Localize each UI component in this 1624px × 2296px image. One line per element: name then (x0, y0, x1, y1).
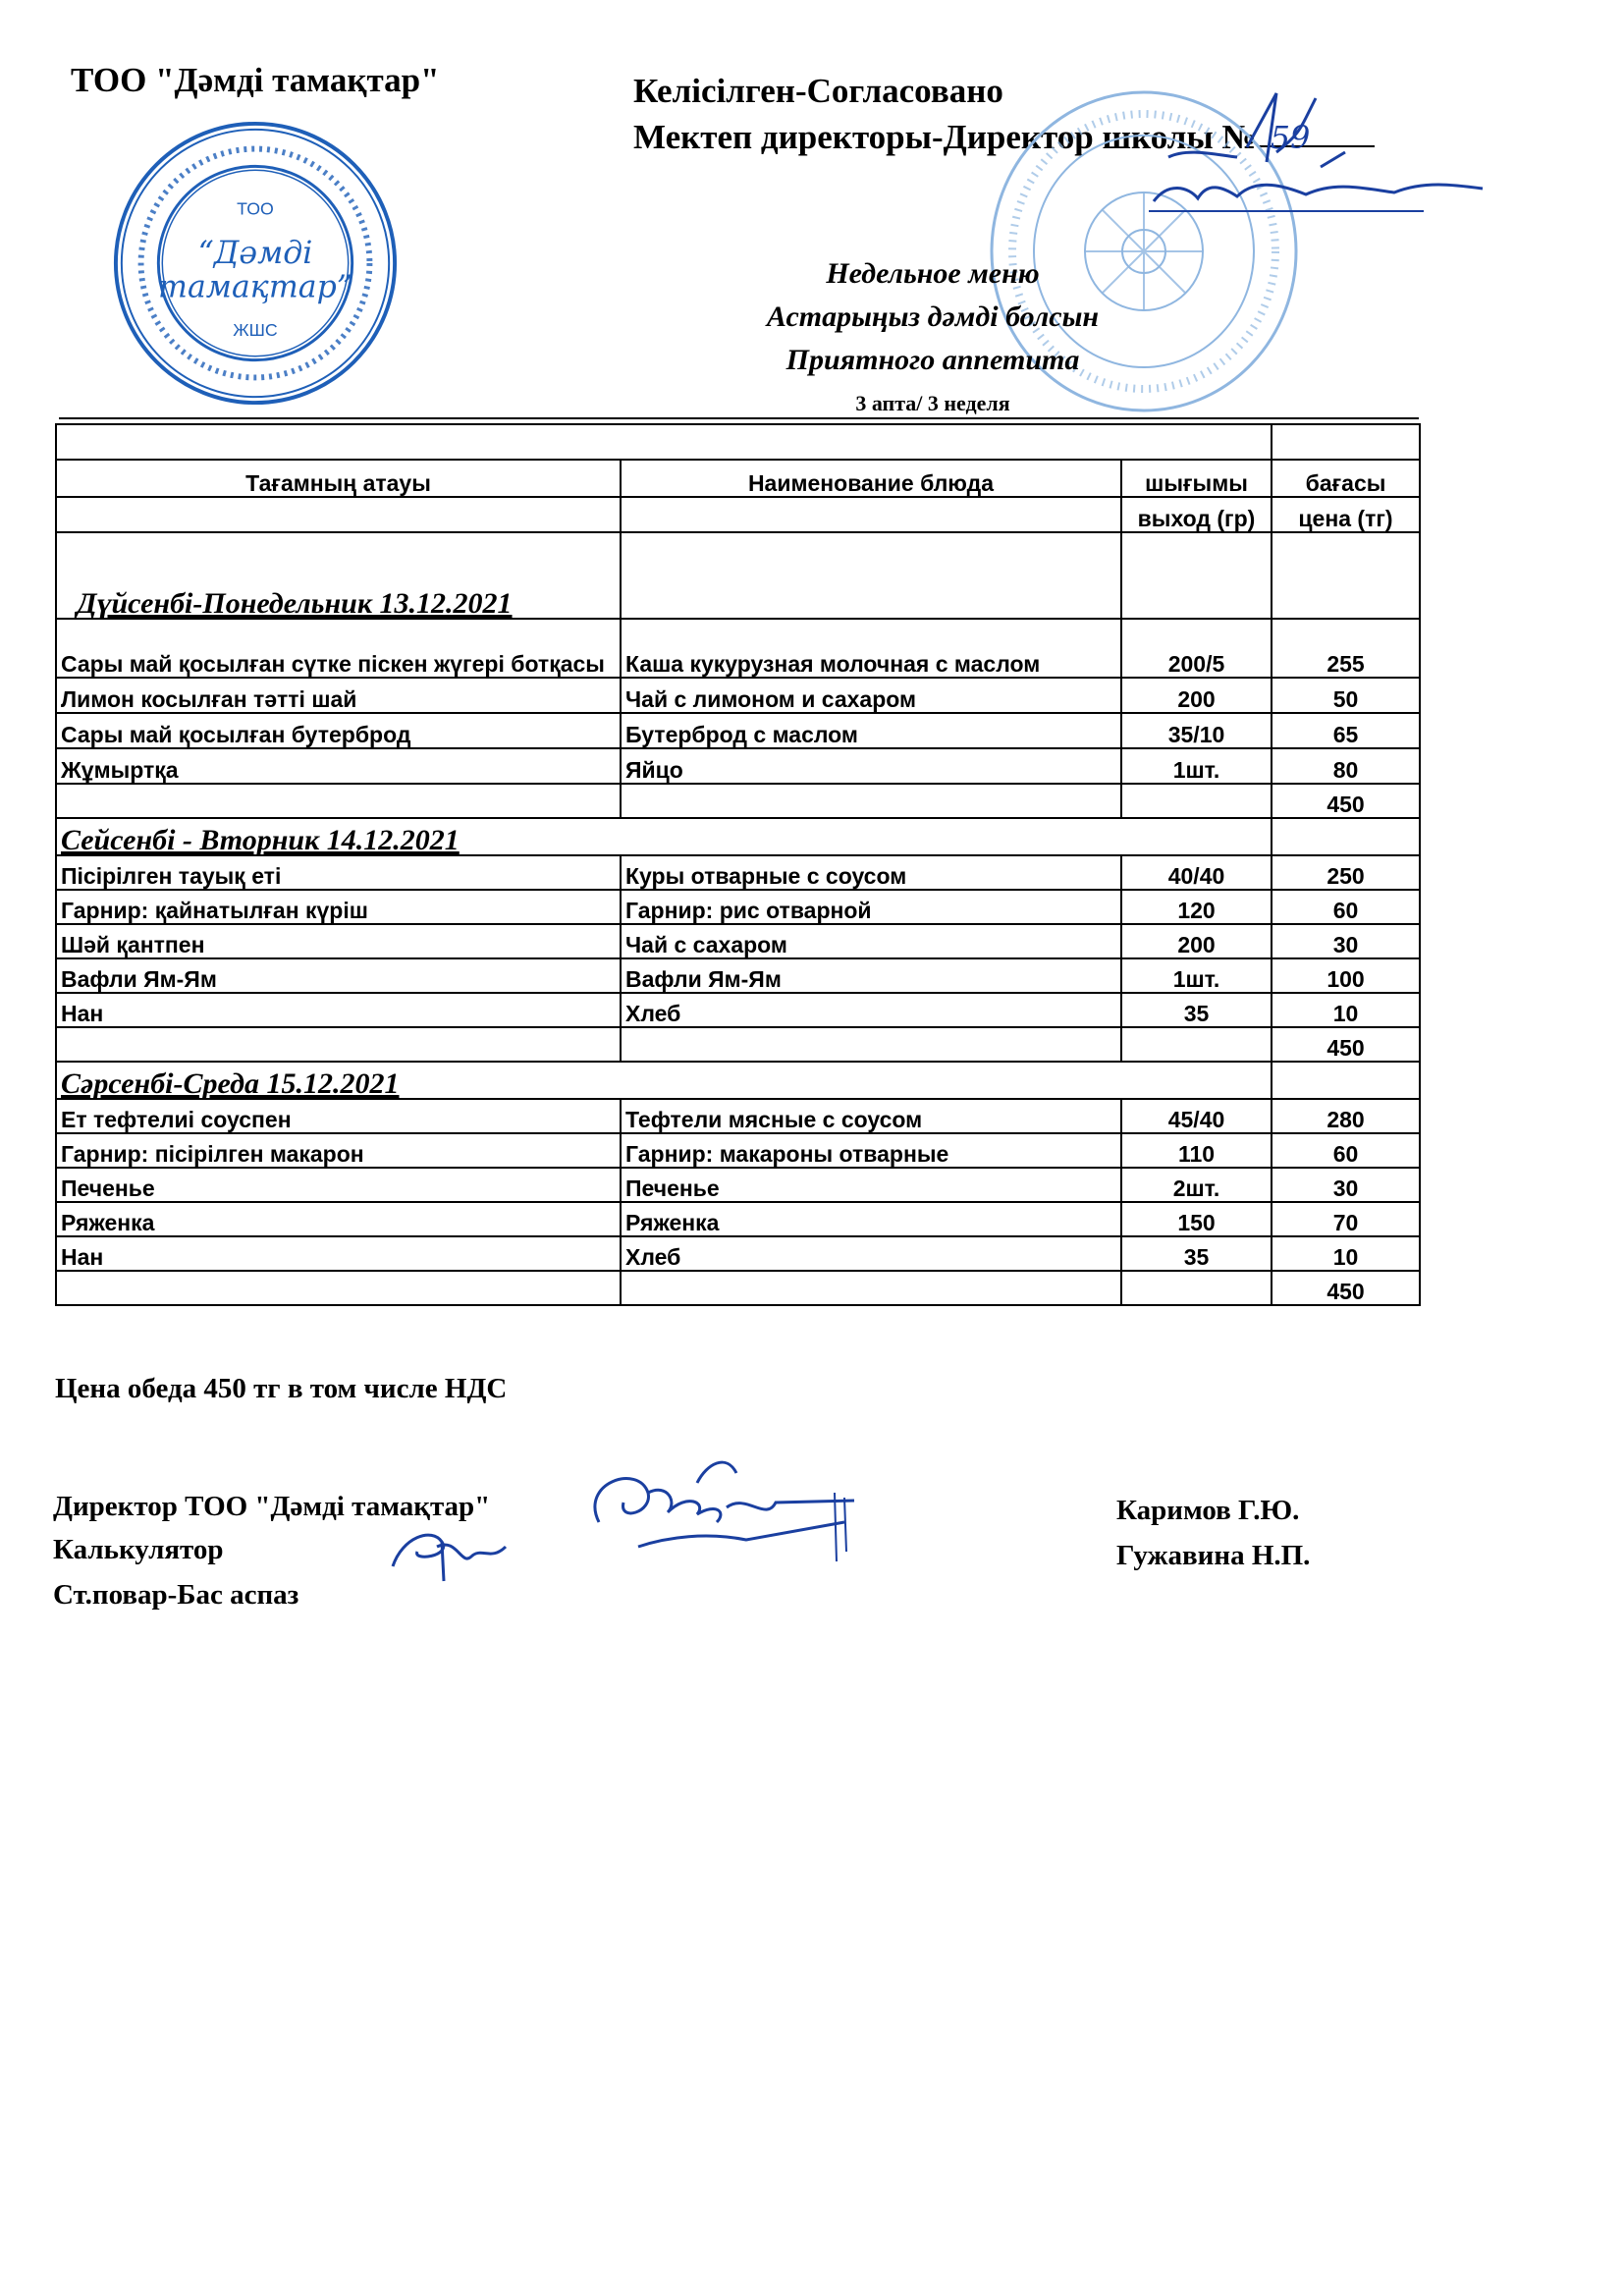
dish-name-ru: Тефтели мясные с соусом (621, 1099, 1121, 1133)
day-title: Сейсенбі - Вторник 14.12.2021 (61, 824, 460, 856)
dish-name-kz: Жұмыртқа (56, 748, 621, 784)
day-total: 450 (1272, 1027, 1420, 1062)
dish-yield: 35/10 (1121, 713, 1272, 748)
day-title-row (56, 1062, 1420, 1099)
table-row (56, 855, 1420, 890)
dish-name-ru: Хлеб (621, 993, 1121, 1027)
day-total: 450 (1272, 1271, 1420, 1305)
dish-yield: 110 (1121, 1133, 1272, 1168)
dish-price: 50 (1272, 678, 1420, 713)
dish-price: 65 (1272, 713, 1420, 748)
dish-price: 30 (1272, 1168, 1420, 1202)
dish-name-ru: Печенье (621, 1168, 1121, 1202)
dish-price: 30 (1272, 924, 1420, 958)
dish-name-kz: Гарнир: пісірілген макарон (56, 1133, 621, 1168)
dish-name-ru: Каша кукурузная молочная с маслом (621, 619, 1121, 678)
header-yield-ru: выход (гр) (1121, 497, 1272, 532)
table-row (56, 678, 1420, 713)
price-note: Цена обеда 450 тг в том числе НДС (55, 1373, 508, 1404)
dish-name-kz: Лимон косылған тәтті шай (56, 678, 621, 713)
stamp-center-bottom: ЖШС (233, 320, 278, 340)
dish-name-kz: Нан (56, 993, 621, 1027)
menu-subtitle-kz: Астарыңыз дәмді болсын (766, 301, 1100, 333)
menu-table-body (56, 424, 1420, 1305)
dish-yield: 45/40 (1121, 1099, 1272, 1133)
school-number: 59 (1270, 119, 1311, 156)
school-director-text: Мектеп директоры-Директор школы № (633, 118, 1257, 156)
dish-name-ru: Гарнир: макароны отварные (621, 1133, 1121, 1168)
dish-name-ru: Вафли Ям-Ям (621, 958, 1121, 993)
table-row (56, 1168, 1420, 1202)
dish-price: 280 (1272, 1099, 1420, 1133)
day-total: 450 (1272, 784, 1420, 818)
stamp-center-top: ТОО (237, 198, 274, 219)
school-director-signature (1129, 79, 1551, 221)
dish-name-ru: Гарнир: рис отварной (621, 890, 1121, 924)
dish-price: 100 (1272, 958, 1420, 993)
table-row (56, 958, 1420, 993)
dish-name-ru: Ряженка (621, 1202, 1121, 1236)
dish-name-kz: Ет тефтелиі соуспен (56, 1099, 621, 1133)
menu-subtitle-ru: Приятного аппетита (785, 344, 1080, 376)
table-row (56, 1133, 1420, 1168)
dish-name-kz: Сары май қосылған бутерброд (56, 713, 621, 748)
dish-price: 80 (1272, 748, 1420, 784)
calculator-name: Гужавина Н.П. (1116, 1540, 1311, 1571)
table-row (56, 993, 1420, 1027)
table-row (56, 1099, 1420, 1133)
dish-yield: 1шт. (1121, 958, 1272, 993)
dish-name-kz: Нан (56, 1236, 621, 1271)
table-row (56, 748, 1420, 784)
day-total-row (56, 1027, 1420, 1062)
dish-yield: 200/5 (1121, 619, 1272, 678)
dish-name-kz: Шәй қантпен (56, 924, 621, 958)
table-header-row (56, 460, 1420, 497)
menu-title: Недельное меню (826, 257, 1040, 290)
header-name-kz: Тағамның атауы (56, 460, 621, 497)
dish-price: 10 (1272, 993, 1420, 1027)
day-title: Сәрсенбі-Среда 15.12.2021 (61, 1067, 400, 1100)
dish-name-kz: Сары май қосылған сүтке піскен жүгері ботқасы (56, 619, 621, 678)
dish-yield: 150 (1121, 1202, 1272, 1236)
table-row (56, 1236, 1420, 1271)
dish-yield: 35 (1121, 1236, 1272, 1271)
day-title-row (56, 818, 1420, 855)
table-row (56, 1202, 1420, 1236)
header-yield-kz: шығымы (1121, 460, 1272, 497)
dish-yield: 1шт. (1121, 748, 1272, 784)
dish-yield: 200 (1121, 924, 1272, 958)
table-row (56, 890, 1420, 924)
agreed-label: Келісілген-Согласовано (633, 72, 1003, 110)
dish-name-ru: Чай с лимоном и сахаром (621, 678, 1121, 713)
dish-yield: 35 (1121, 993, 1272, 1027)
dish-price: 60 (1272, 1133, 1420, 1168)
dish-name-kz: Вафли Ям-Ям (56, 958, 621, 993)
calculator-label: Калькулятор (53, 1534, 224, 1565)
table-spacer-row (56, 424, 1420, 460)
calculator-signature (383, 1517, 520, 1591)
table-row (56, 619, 1420, 678)
company-stamp (110, 118, 401, 409)
dish-name-kz: Ряженка (56, 1202, 621, 1236)
top-rule (59, 417, 1419, 419)
day-total-row (56, 784, 1420, 818)
dish-name-ru: Чай с сахаром (621, 924, 1121, 958)
stamp-center-name-1: “Дәмді (197, 236, 313, 271)
day-title-row (56, 532, 1420, 619)
dish-yield: 200 (1121, 678, 1272, 713)
dish-price: 10 (1272, 1236, 1420, 1271)
dish-price: 255 (1272, 619, 1420, 678)
dish-name-ru: Хлеб (621, 1236, 1121, 1271)
table-row (56, 713, 1420, 748)
dish-name-kz: Гарнир: қайнатылған күріш (56, 890, 621, 924)
day-title: Дүйсенбі-Понедельник 13.12.2021 (77, 587, 513, 620)
stamp-center-name-2: тамақтар” (158, 269, 352, 305)
dish-name-kz: Пісірілген тауық еті (56, 855, 621, 890)
header-price-kz: бағасы (1272, 460, 1420, 497)
dish-name-ru: Яйцо (621, 748, 1121, 784)
menu-table (55, 423, 1421, 1306)
director-signature (579, 1453, 874, 1571)
table-row (56, 924, 1420, 958)
dish-name-kz: Печенье (56, 1168, 621, 1202)
dish-name-ru: Куры отварные с соусом (621, 855, 1121, 890)
director-name: Каримов Г.Ю. (1116, 1495, 1300, 1526)
dish-price: 60 (1272, 890, 1420, 924)
dish-price: 70 (1272, 1202, 1420, 1236)
header-name-ru: Наименование блюда (621, 460, 1121, 497)
table-header-row-2 (56, 497, 1420, 532)
chef-label: Ст.повар-Бас аспаз (53, 1579, 299, 1611)
dish-price: 250 (1272, 855, 1420, 890)
header-price-ru: цена (тг) (1272, 497, 1420, 532)
company-name: ТОО "Дәмді тамақтар" (71, 61, 440, 99)
director-label: Директор ТОО "Дәмді тамақтар" (53, 1491, 491, 1522)
day-total-row (56, 1271, 1420, 1305)
week-label: 3 апта/ 3 неделя (855, 391, 1010, 415)
dish-yield: 40/40 (1121, 855, 1272, 890)
dish-yield: 120 (1121, 890, 1272, 924)
dish-name-ru: Бутерброд с маслом (621, 713, 1121, 748)
dish-yield: 2шт. (1121, 1168, 1272, 1202)
